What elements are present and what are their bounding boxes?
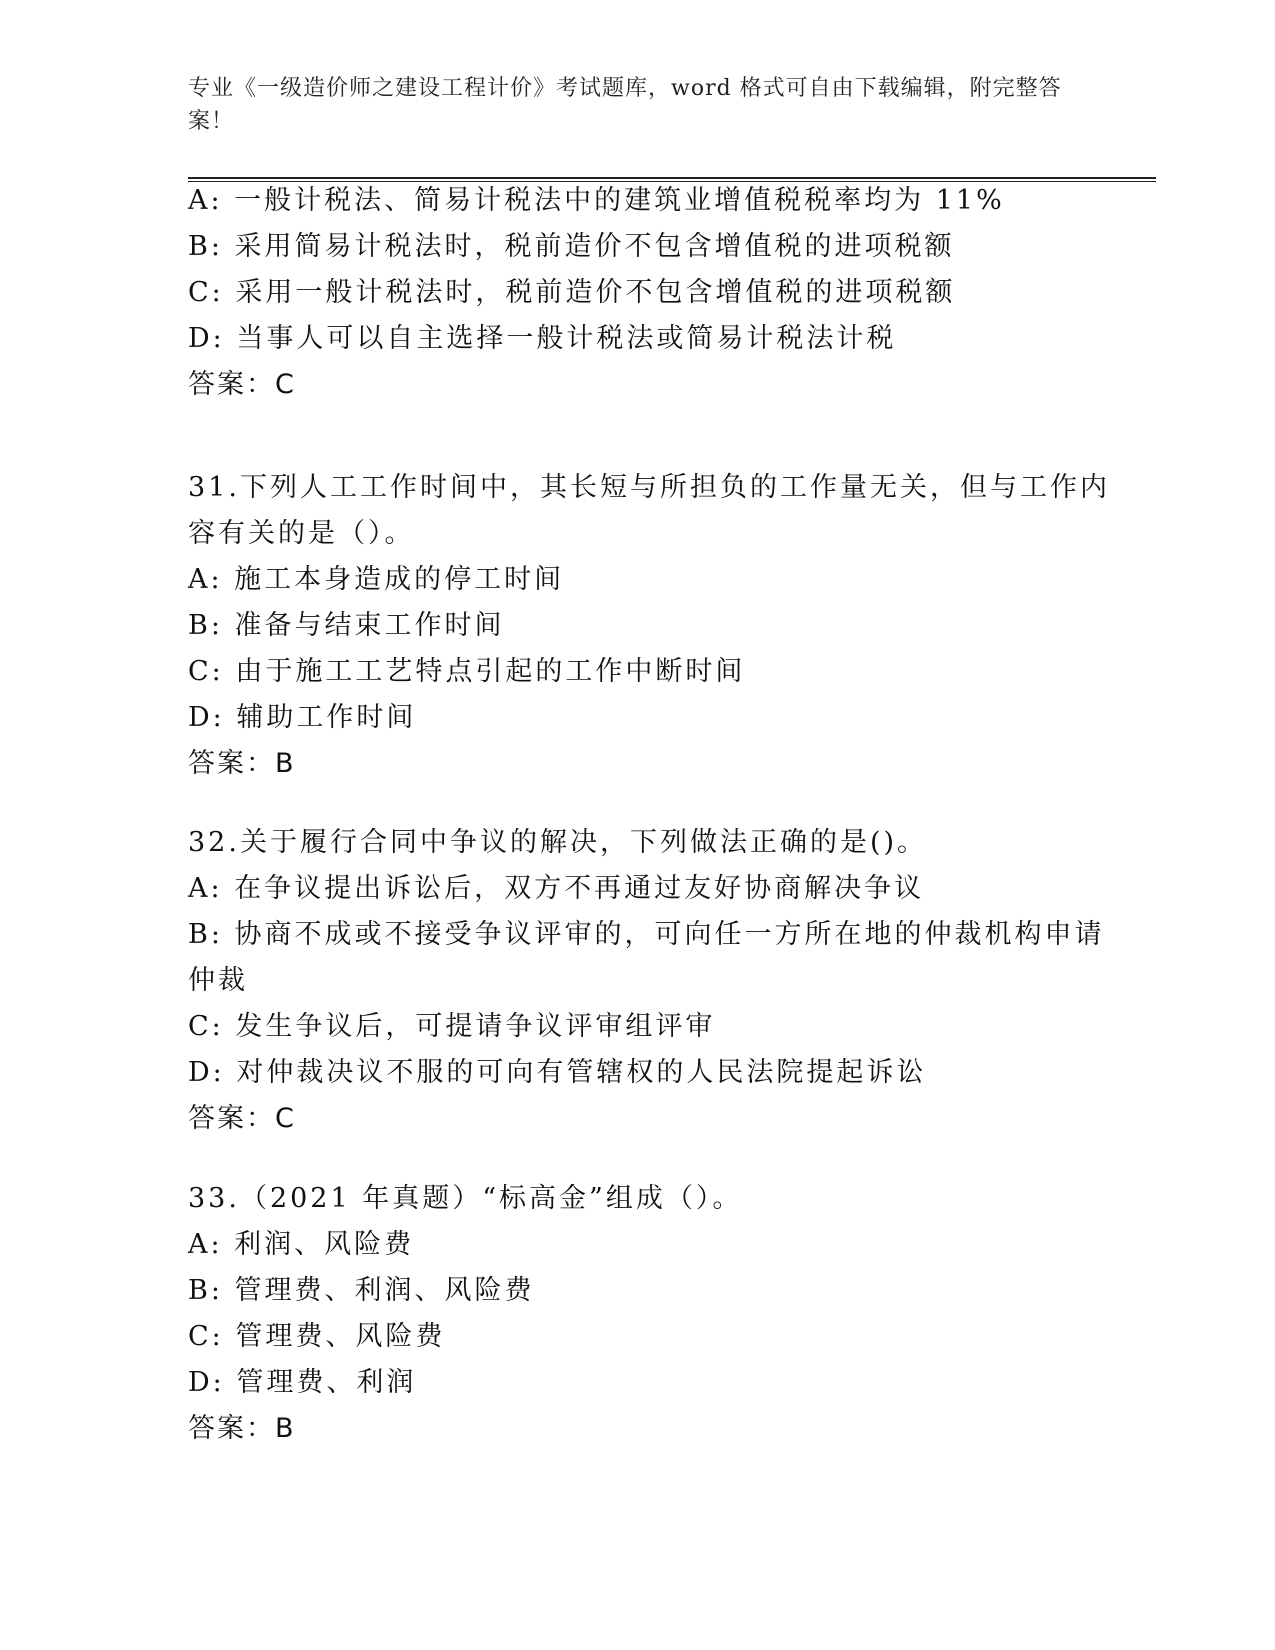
option-d: D: 当事人可以自主选择一般计税法或简易计税法计税 <box>188 323 897 354</box>
question-stem: 33.（2021 年真题）“标高金”组成（）。 <box>188 1183 743 1214</box>
question-32 <box>188 820 1105 1142</box>
option-c: C: 由于施工工艺特点引起的工作中断时间 <box>188 656 746 687</box>
question-stem: 32.关于履行合同中争议的解决，下列做法正确的是()。 <box>188 827 928 858</box>
question-stem: 31.下列人工工作时间中，其长短与所担负的工作量无关，但与工作内 <box>188 472 1110 503</box>
question-33 <box>188 1176 1088 1452</box>
question-30-tail <box>188 178 1088 408</box>
option-a: A: 一般计税法、简易计税法中的建筑业增值税税率均为 11% <box>188 185 1005 216</box>
question-stem-continued: 容有关的是（）。 <box>188 518 415 549</box>
option-b: B: 准备与结束工作时间 <box>188 610 505 641</box>
option-c: C: 采用一般计税法时，税前造价不包含增值税的进项税额 <box>188 277 956 308</box>
answer: 答案：B <box>188 1413 296 1444</box>
option-d: D: 对仲裁决议不服的可向有管辖权的人民法院提起诉讼 <box>188 1057 927 1088</box>
option-b: B: 协商不成或不接受争议评审的，可向任一方所在地的仲裁机构申请 <box>188 919 1105 950</box>
option-a: A: 施工本身造成的停工时间 <box>188 564 565 595</box>
option-b: B: 管理费、利润、风险费 <box>188 1275 535 1306</box>
option-b-continued: 仲裁 <box>188 965 248 996</box>
option-d: D: 管理费、利润 <box>188 1367 417 1398</box>
document-header: 专业《一级造价师之建设工程计价》考试题库，word 格式可自由下载编辑，附完整答案！ <box>188 76 1062 134</box>
option-d: D: 辅助工作时间 <box>188 702 417 733</box>
question-31 <box>188 465 1110 787</box>
option-c: C: 管理费、风险费 <box>188 1321 446 1352</box>
answer: 答案：C <box>188 1103 296 1134</box>
option-c: C: 发生争议后，可提请争议评审组评审 <box>188 1011 716 1042</box>
option-a: A: 利润、风险费 <box>188 1229 415 1260</box>
option-b: B: 采用简易计税法时，税前造价不包含增值税的进项税额 <box>188 231 955 262</box>
answer: 答案：C <box>188 369 296 400</box>
answer: 答案：B <box>188 748 296 779</box>
option-a: A: 在争议提出诉讼后，双方不再通过友好协商解决争议 <box>188 873 925 904</box>
